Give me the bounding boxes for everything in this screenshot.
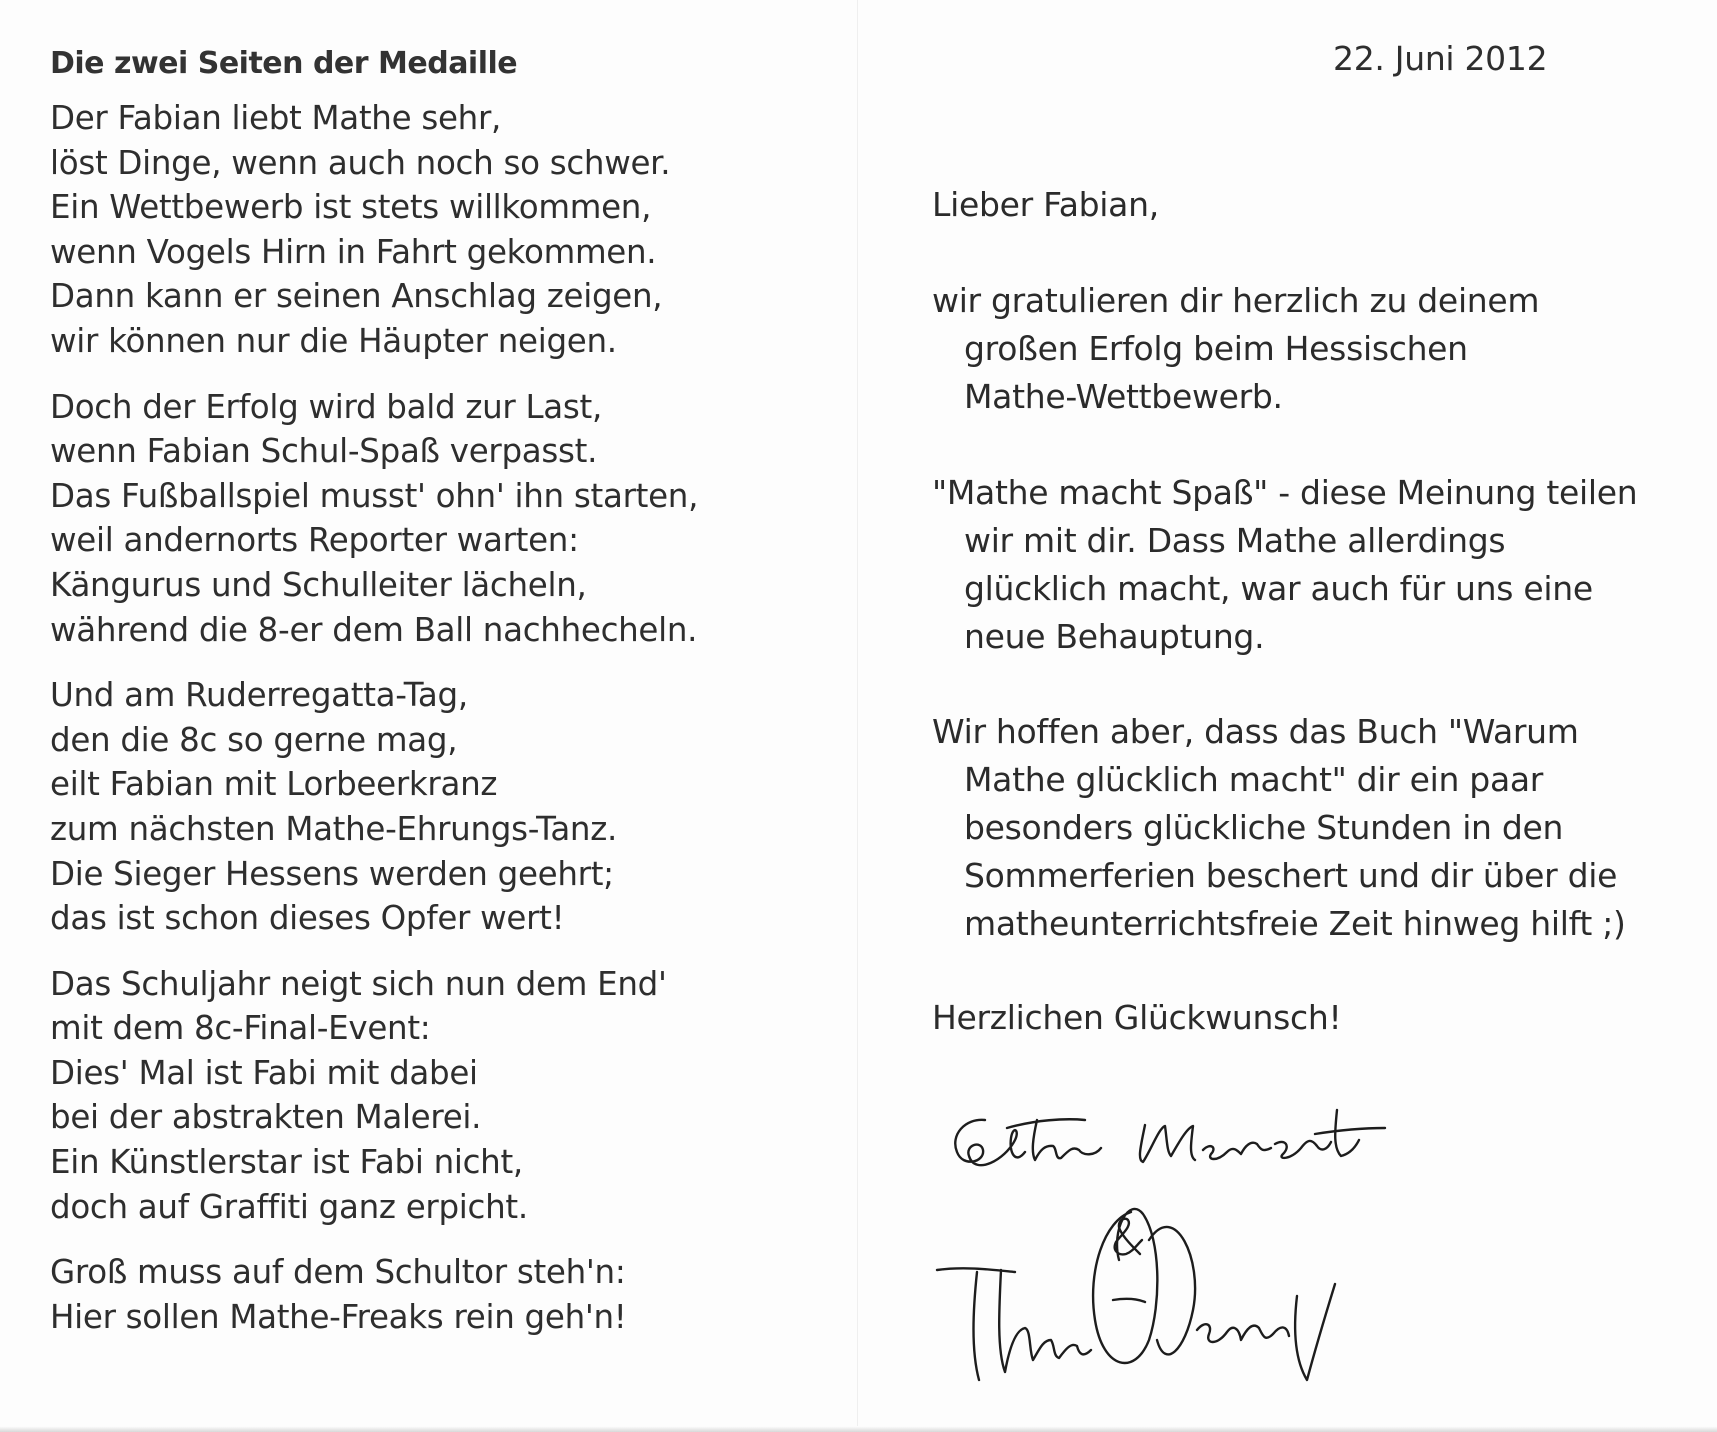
letter-line: großen Erfolg beim Hessischen	[964, 329, 1468, 368]
poem-line: bei der abstrakten Malerei.	[50, 1098, 482, 1137]
poem-line: Hier sollen Mathe-Freaks rein geh'n!	[50, 1297, 627, 1336]
poem-line: Dies' Mal ist Fabi mit dabei	[50, 1053, 478, 1092]
poem-stanza-1	[50, 96, 830, 364]
poem-stanza-2	[50, 385, 830, 653]
letter-greeting: Lieber Fabian,	[932, 185, 1159, 224]
letter-paragraph-1	[932, 277, 1539, 421]
poem-line: wenn Vogels Hirn in Fahrt gekommen.	[50, 232, 657, 271]
handwritten-signature-2	[935, 1200, 1355, 1410]
letter-paragraph-3	[932, 708, 1626, 948]
poem-line: während die 8-er dem Ball nachhecheln.	[50, 610, 698, 649]
poem-line: das ist schon dieses Opfer wert!	[50, 899, 565, 938]
letter-line: wir mit dir. Dass Mathe allerdings	[964, 521, 1506, 560]
poem-line: den die 8c so gerne mag,	[50, 720, 458, 759]
poem-line: Der Fabian liebt Mathe sehr,	[50, 99, 502, 137]
letter-closing: Herzlichen Glückwunsch!	[932, 998, 1342, 1037]
poem-line: zum nächsten Mathe-Ehrungs-Tanz.	[50, 809, 618, 848]
page-fold-line	[857, 0, 858, 1432]
poem-stanza-3	[50, 673, 830, 941]
poem-stanza-4	[50, 962, 830, 1230]
poem-line: Das Schuljahr neigt sich nun dem End'	[50, 964, 667, 1003]
poem-line: weil andernorts Reporter warten:	[50, 521, 579, 560]
letter-line: Mathe glücklich macht" dir ein paar	[964, 760, 1544, 799]
poem-line: Groß muss auf dem Schultor steh'n:	[50, 1253, 626, 1292]
letter-line: Wir hoffen aber, dass das Buch "Warum	[932, 712, 1579, 751]
poem-title: Die zwei Seiten der Medaille	[50, 46, 518, 81]
poem-line: Die Sieger Hessens werden geehrt;	[50, 854, 614, 893]
letter-paragraph-2	[932, 469, 1637, 661]
page-bottom-edge	[0, 1426, 1717, 1432]
letter-line: Sommerferien beschert und dir über die	[964, 856, 1618, 895]
letter-line: wir gratulieren dir herzlich zu deinem	[932, 281, 1540, 320]
poem-line: Und am Ruderregatta-Tag,	[50, 676, 468, 715]
poem-line: Doch der Erfolg wird bald zur Last,	[50, 387, 603, 426]
poem-line: doch auf Graffiti ganz erpicht.	[50, 1187, 528, 1226]
letter-line: glücklich macht, war auch für uns eine	[964, 569, 1593, 608]
letter-line: besonders glückliche Stunden in den	[964, 808, 1564, 847]
letter-date: 22. Juni 2012	[1333, 39, 1548, 78]
letter-line: neue Behauptung.	[964, 617, 1265, 656]
poem-stanza-5	[50, 1250, 830, 1339]
poem-line: Dann kann er seinen Anschlag zeigen,	[50, 277, 663, 316]
poem-line: wir können nur die Häupter neigen.	[50, 321, 617, 360]
letter-line: "Mathe macht Spaß" - diese Meinung teilen	[932, 473, 1638, 512]
poem-line: mit dem 8c-Final-Event:	[50, 1009, 431, 1048]
poem-line: Ein Künstlerstar ist Fabi nicht,	[50, 1143, 523, 1182]
poem-line: wenn Fabian Schul-Spaß verpasst.	[50, 432, 598, 471]
letter-line: matheunterrichtsfreie Zeit hinweg hilft ;)	[964, 904, 1626, 943]
letter-line: Mathe-Wettbewerb.	[964, 377, 1283, 416]
handwritten-signature-1	[945, 1090, 1390, 1200]
poem-line: Das Fußballspiel musst' ohn' ihn starten,	[50, 476, 699, 515]
poem-line: Ein Wettbewerb ist stets willkommen,	[50, 188, 652, 227]
poem-line: Kängurus und Schulleiter lächeln,	[50, 565, 587, 604]
poem-line: eilt Fabian mit Lorbeerkranz	[50, 765, 498, 804]
poem	[50, 44, 830, 1360]
poem-line: löst Dinge, wenn auch noch so schwer.	[50, 143, 671, 182]
